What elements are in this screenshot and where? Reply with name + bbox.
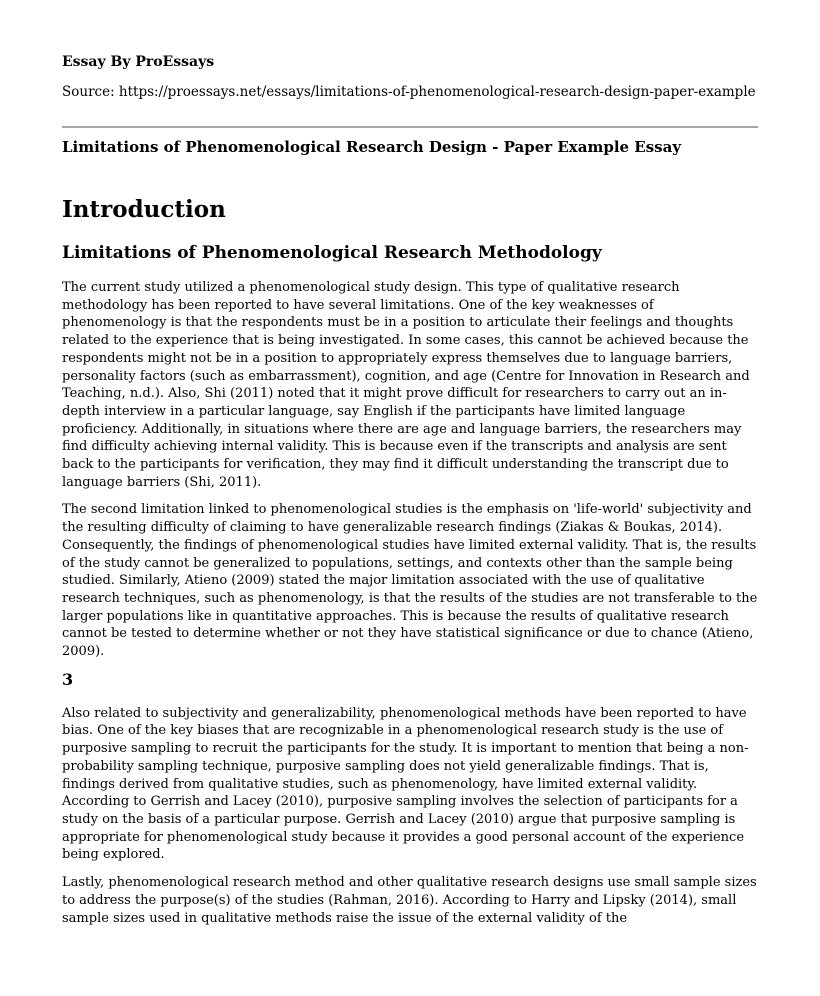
source-label: Source:	[62, 84, 115, 100]
brand-header: Essay By ProEssays	[62, 54, 215, 70]
paragraph-limitations-1: The current study utilized a phenomenological study design. This type of qualitative research methodology has been reported to have several limitations. One of the key weaknesses of phenomenology is that the respondents must be in a position to articulate their feelings and thoughts related to the experience that is being investigated. In some cases, this cannot be achieved because the respondents might not be in a position to appropriately express themselves due to language barriers, personality factors (such as embarrassment), cognition, and age (Centre for Innovation in Research and Teaching, n.d.). Also, Shi (2011) noted that it might prove difficult for researchers to carry out an in-depth interview in a particular language, say English if the participants have limited language proficiency. Additionally, in situations where there are age and language barriers, the researchers may find difficulty achieving internal validity. This is because even if the transcripts and analysis are sent back to the participants for verification, they may find it difficult understanding the transcript due to language barriers (Shi, 2011).	[62, 280, 750, 490]
subsection-heading: Limitations of Phenomenological Research Methodology	[62, 243, 602, 263]
divider	[62, 126, 758, 128]
document-title: Limitations of Phenomenological Research Design - Paper Example Essay	[62, 138, 682, 156]
paragraph-limitations-2: The second limitation linked to phenomenological studies is the emphasis on 'life-world' subjectivity and the resulting difficulty of claiming to have generalizable research findings (Ziakas & Boukas, 2014). Consequently, the findings of phenomenological studies have limited external validity. That is, the results of the study cannot be generalized to populations, settings, and contexts other than the sample being studied. Similarly, Atieno (2009) stated the major limitation associated with the use of qualitative research techniques, such as phenomenology, is that the results of the studies are not transferable to the larger populations like in quantitative approaches. This is because the results of qualitative research cannot be tested to determine whether or not they have statistical significance or due to chance (Atieno, 2009).	[62, 502, 758, 660]
source-line	[62, 83, 758, 101]
paragraph-limitations-4: Lastly, phenomenological research method and other qualitative research designs use small sample sizes to address the purpose(s) of the studies (Rahman, 2016). According to Harry and Lipsky (2014), small sample sizes used in qualitative methods raise the issue of the external validity of the	[62, 875, 757, 926]
section-heading-introduction: Introduction	[62, 196, 226, 223]
page-number: 3	[62, 669, 74, 689]
source-url: https://proessays.net/essays/limitations-of-phenomenological-research-design-paper-example	[118, 84, 756, 100]
paragraph-limitations-3: Also related to subjectivity and generalizability, phenomenological methods have been reported to have bias. One of the key biases that are recognizable in a phenomenological research study is the use of purposive sampling to recruit the participants for the study. It is important to mention that being a non-probability sampling technique, purposive sampling does not yield generalizable findings. That is, findings derived from qualitative studies, such as phenomenology, have limited external validity. According to Gerrish and Lacey (2010), purposive sampling involves the selection of participants for a study on the basis of a particular purpose. Gerrish and Lacey (2010) argue that purposive sampling is appropriate for phenomenological study because it provides a good personal account of the experience being explored.	[62, 705, 749, 863]
